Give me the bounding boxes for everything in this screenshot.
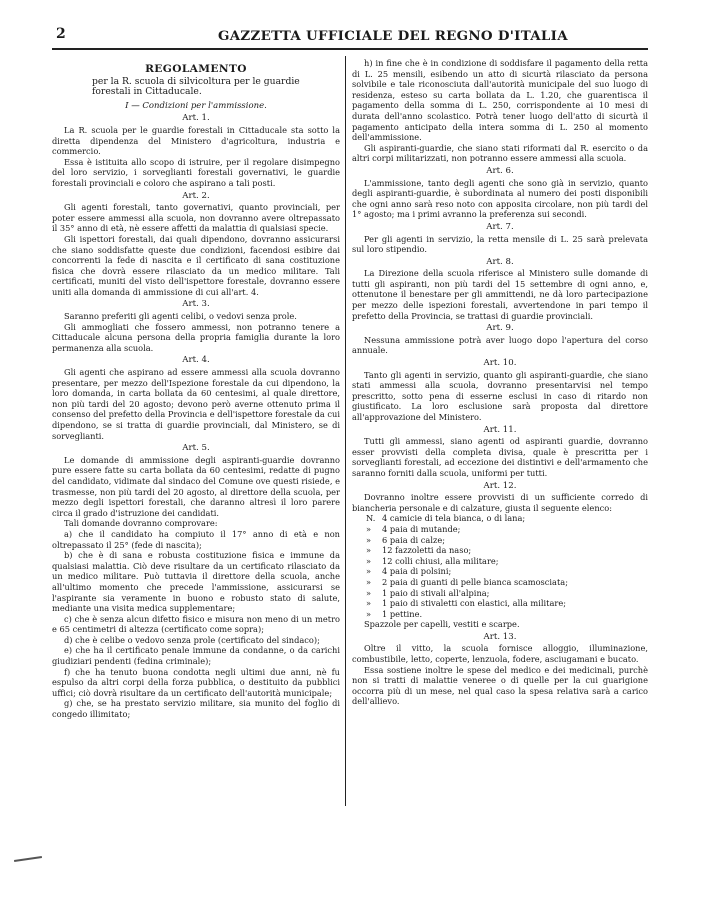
article-heading: Art. 12. <box>483 480 517 491</box>
kit-item: » 1 paio di stivaletti con elastici, alla militare; <box>366 598 566 609</box>
article-heading: Art. 2. <box>182 190 210 201</box>
paragraph: Gli aspiranti-guardie, che siano stati riformati dal R. esercito o da altri corpi militarizzati, non potranno essere ammessi alla scuola. <box>352 142 648 164</box>
kit-list <box>352 513 648 619</box>
paragraph: Essa è istituita allo scopo di istruire, per il regolare disimpegno del loro servizio, i sorveglianti forestali governativi, le guardie forestali provinciali e coloro che aspirano a tali posti. <box>52 156 340 188</box>
paragraph: La Direzione della scuola riferisce al Ministero sulle domande di tutti gli aspiranti, non più tardi del 15 settembre di ogni anno, e, ottenutone il benestare per gli ammittendi, ne dà loro partecipazione per mezzo delle ispezioni forestali, avvertendone in pari tempo il prefetto della Provincia, se trattasi di guardie provinciali. <box>352 268 648 321</box>
section-heading: I — Condizioni per l'ammissione. <box>125 100 267 111</box>
kit-item: » 1 pettine. <box>366 608 423 619</box>
paragraph: Nessuna ammissione potrà aver luogo dopo l'apertura del corso annuale. <box>352 334 648 356</box>
left-column <box>52 58 340 720</box>
list-item: h) in fine che è in condizione di soddisfare il pagamento della retta di L. 25 mensili, esibendo un atto di sicurtà rilasciato da persona solvibile e tale riconosciuta dall'autorità municipale del suo luogo di residenza, esteso su carta bollata da L. 1.20, che guarentisca il pagamento della somma di L. 250, corrispondente ai 10 mesi di durata dell'anno scolastico. Potrà tener luogo dell'atto di sicurtà il pagamento anticipato della intera somma di L. 250 al momento dell'ammissione. <box>352 58 648 143</box>
paragraph: Gli ammogliati che fossero ammessi, non potranno tenere a Cittaducale alcuna persona della propria famiglia durante la loro permanenza alla scuola. <box>52 321 340 353</box>
paragraph: Essa sostiene inoltre le spese del medico e dei medicinali, purchè non si tratti di malattie veneree o di quelle per la cui guarigione occorra più di un mese, nel qual caso la spesa relativa sarà a carico dell'allievo. <box>352 664 648 707</box>
page-number: 2 <box>56 26 66 42</box>
list-item: b) che è di sana e robusta costituzione fisica e immune da qualsiasi malattia. Ciò deve risultare da un certificato rilasciato da un medico militare. Può tuttavia il direttore della scuola, anche all'ultimo momento che precede l'ammissione, assicurarsi se l'aspirante sia veramente in buono e robusto stato di salute, mediante una visita medica supplementare; <box>52 550 340 614</box>
kit-item: » 1 paio di stivali all'alpina; <box>366 587 490 598</box>
list-item: a) che il candidato ha compiuto il 17° anno di età e non oltrepassato il 25° (fede di nascita); <box>52 528 340 550</box>
paragraph: Le domande di ammissione degli aspiranti-guardie dovranno pure essere fatte su carta bollata da 60 centesimi, redatte di pugno del candidato, vidimate dal sindaco del Comune ove questi risiede, e trasmesse, non più tardi del 20 agosto, al direttore della scuola, per mezzo degli ispettori forestali, che daranno altresì il loro parere circa il grado d'istruzione dei candidati. <box>52 454 340 518</box>
list-item: d) che è celibe o vedovo senza prole (certificato del sindaco); <box>64 634 320 645</box>
article-heading: Art. 1. <box>182 113 210 124</box>
kit-item: N. 4 camicie di tela bianca, o di lana; <box>366 513 526 524</box>
header-rule <box>52 48 648 50</box>
list-item: g) che, se ha prestato servizio militare, sia munito del foglio di congedo illimitato; <box>52 698 340 720</box>
paragraph: Gli agenti forestali, tanto governativi, quanto provinciali, per poter essere ammessi alla scuola, non dovranno avere oltrepassato il 35° anno di età, nè essere affetti da malattia di qualsiasi specie. <box>52 202 340 234</box>
article-heading: Art. 8. <box>486 256 514 267</box>
kit-item: » 4 paia di mutande; <box>366 523 461 534</box>
list-item: e) che ha il certificato penale immune da condanne, o da carichi giudiziari pendenti (fedina criminale); <box>52 645 340 667</box>
paragraph: Gli ispettori forestali, dai quali dipendono, dovranno assicurarsi che siano soddisfatte queste due condizioni, facendosi esibire dai concorrenti la fede di nascita e il certificato di sana costituzione fisica che dovrà essere rilasciato da un medico militare. Tali certificati, muniti del visto dell'ispettore forestale, dovranno essere uniti alla domanda di ammissione di cui all'art. 4. <box>52 233 340 297</box>
article-heading: Art. 7. <box>486 221 514 232</box>
scan-mark <box>14 856 42 862</box>
paragraph: Tali domande dovranno comprovare: <box>64 518 218 529</box>
article-heading: Art. 13. <box>483 631 517 642</box>
kit-item: » 2 paia di guanti di pelle bianca scamosciata; <box>366 576 568 587</box>
kit-item: » 4 paia di polsini; <box>366 566 452 577</box>
paragraph: Gli agenti che aspirano ad essere ammessi alla scuola dovranno presentare, per mezzo dell'Ispezione forestale da cui dipendono, la loro domanda, in carta bollata da 60 centesimi, al quale direttore, non più tardi del 20 agosto; devono però averne ottenuto prima il consenso del prefetto della Provincia e dell'ispettore forestale da cui dipendono, se si tratta di guardie provinciali, dal Ministero, se di sorveglianti. <box>52 367 340 441</box>
paragraph: Tutti gli ammessi, siano agenti od aspiranti guardie, dovranno esser provvisti della completa divisa, quale è prescritta per i sorveglianti forestali, ad eccezione dei distintivi e dell'armamento che saranno forniti dalla scuola, uniformi per tutti. <box>352 436 648 478</box>
column-divider <box>345 56 346 806</box>
article-heading: Art. 11. <box>483 424 517 435</box>
paragraph: Tanto gli agenti in servizio, quanto gli aspiranti-guardie, che siano stati ammessi alla scuola, dovranno presentarvisi nel tempo prescritto, sotto pena di esserne esclusi in caso di ritardo non giustificato. La loro esclusione sarà proposta dal direttore all'approvazione del Ministero. <box>352 369 648 422</box>
kit-item: » 6 paia di calze; <box>366 534 445 545</box>
paragraph: Oltre il vitto, la scuola fornisce alloggio, illuminazione, combustibile, letto, coperte, lenzuola, fodere, asciugamani e bucato. <box>352 643 648 665</box>
article-heading: Art. 10. <box>483 358 517 369</box>
right-column <box>352 58 648 707</box>
regolamento-title: REGOLAMENTO <box>145 63 247 75</box>
regolamento-subtitle: per la R. scuola di silvicoltura per le guardie forestali in Cittaducale. <box>92 75 300 98</box>
paragraph: L'ammissione, tanto degli agenti che sono già in servizio, quanto degli aspiranti-guardie, è subordinata al numero dei posti disponibili che ogni anno sarà reso noto con apposita circolare, non più tardi del 1° agosto; ma i primi avranno la preferenza sui secondi. <box>352 177 648 220</box>
list-item: c) che è senza alcun difetto fisico e misura non meno di un metro e 65 centimetri di altezza (certificato come sopra); <box>52 613 340 635</box>
paragraph: Dovranno inoltre essere provvisti di un sufficiente corredo di biancheria personale e di calzature, giusta il seguente elenco: <box>352 492 648 513</box>
article-heading: Art. 9. <box>486 323 514 334</box>
paragraph: Spazzole per capelli, vestiti e scarpe. <box>364 619 520 630</box>
article-heading: Art. 5. <box>182 443 210 454</box>
kit-item: » 12 colli chiusi, alla militare; <box>366 555 499 566</box>
article-heading: Art. 4. <box>182 355 210 366</box>
kit-item: » 12 fazzoletti da naso; <box>366 545 472 556</box>
gazette-title: GAZZETTA UFFICIALE DEL REGNO D'ITALIA <box>218 28 568 44</box>
article-heading: Art. 6. <box>486 165 514 176</box>
paragraph: Per gli agenti in servizio, la retta mensile di L. 25 sarà prelevata sul loro stipendio. <box>352 233 648 255</box>
paragraph: La R. scuola per le guardie forestali in Cittaducale sta sotto la diretta dipendenza del Ministero d'agricoltura, industria e commercio. <box>52 124 340 157</box>
list-item: f) che ha tenuto buona condotta negli ultimi due anni, nè fu espulso da altri corpi della forza pubblica, o destituito da pubblici uffici; ciò dovrà risultare da un certificato dell'autorità municipale; <box>52 666 340 698</box>
paragraph: Saranno preferiti gli agenti celibi, o vedovi senza prole. <box>64 311 297 322</box>
article-heading: Art. 3. <box>182 299 210 310</box>
